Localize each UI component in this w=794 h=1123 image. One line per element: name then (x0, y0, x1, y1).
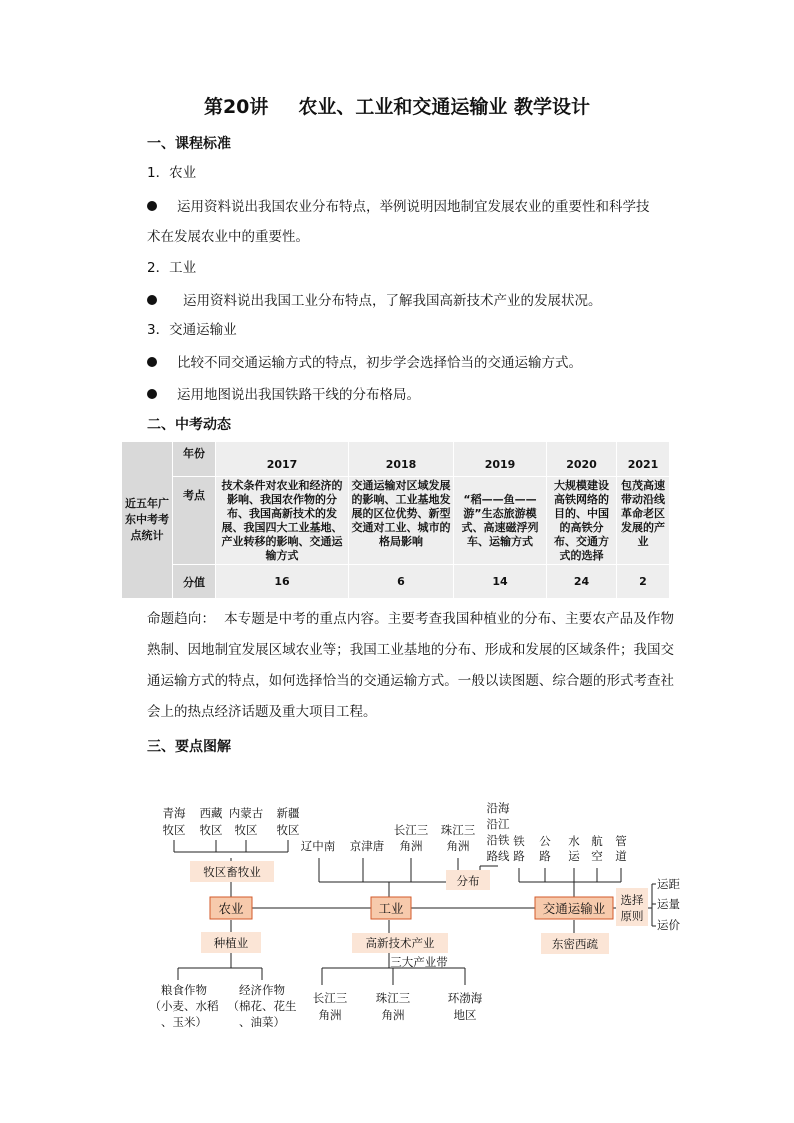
industry-belt-label: 珠江三角洲 (375, 991, 411, 1022)
table-year-cell: 2021 (617, 442, 670, 477)
table-year-cell: 2019 (454, 442, 547, 477)
agriculture-node: 农业 (218, 901, 244, 916)
item-agriculture-label: 1．农业 (147, 165, 197, 181)
principle-label: 运价 (657, 918, 680, 932)
table-row-score-label: 分值 (173, 565, 216, 599)
item-industry-label: 2．工业 (147, 260, 197, 276)
table-side-label: 近五年广东中考考点统计 (122, 442, 173, 599)
transport-mode-label: 铁路 (513, 834, 525, 863)
industry-base-label: 沿海沿江沿铁路线 (486, 801, 510, 863)
industry-node: 工业 (378, 901, 404, 916)
crop-grain-label: 粮食作物（小麦、水稻、玉米） (149, 983, 219, 1029)
principle-label: 运距 (657, 877, 680, 891)
bullet-industry: 运用资料说出我国工业分布特点，了解我国高新技术产业的发展状况。 (147, 289, 602, 309)
crop-cash-label: 经济作物（棉花、花生、油菜） (227, 983, 297, 1029)
east-west-label: 东密西疏 (552, 937, 598, 951)
transport-mode-label: 水运 (568, 834, 580, 863)
bullet-transport-2: 运用地图说出我国铁路干线的分布格局。 (147, 383, 420, 403)
pastoral-region-label: 西藏牧区 (199, 806, 223, 837)
table-point-cell: 大规模建设高铁网络的目的、中国的高铁分布、交通方式的选择 (547, 477, 617, 565)
table-year-cell: 2020 (547, 442, 617, 477)
transport-mode-label: 航空 (591, 834, 603, 863)
trend-text: 本专题是中考的重点内容。主要考查我国种植业的分布、主要农产品及作物熟制、因地制宜发展区域农业等；我国工业基地的分布、形成和发展的区域条件；我国交通运输方式的特点，如何选择恰当的交通运输方式。一般以读图题、综合题的形式考查社会上的热点经济话题及重大项目工程。 (147, 611, 675, 720)
distribution-label: 分布 (456, 874, 480, 888)
industry-belt-label: 长江三角洲 (312, 991, 348, 1022)
principle-label: 运量 (657, 897, 680, 911)
trend-label: 命题趋向： (147, 611, 216, 627)
industry-base-label: 珠江三角洲 (440, 823, 476, 853)
table-row-points-label: 考点 (173, 477, 216, 565)
section3-heading: 三、要点图解 (147, 739, 231, 755)
industry-base-label: 辽中南 (300, 839, 336, 853)
section2-heading: 二、中考动态 (147, 417, 231, 433)
table-year-cell: 2017 (216, 442, 349, 477)
table-point-cell: 包茂高速带动沿线革命老区发展的产业 (617, 477, 670, 565)
table-point-cell: “稻——鱼——游”生态旅游模式、高速磁浮列车、运输方式 (454, 477, 547, 565)
pastoral-label: 牧区畜牧业 (203, 865, 261, 879)
lecture-number: 第20讲 (203, 96, 269, 118)
table-score-cell: 6 (349, 565, 454, 599)
three-belts-label: 三大产业带 (390, 955, 448, 969)
choice-label: 选择原则 (620, 893, 644, 923)
lecture-topic: 农业、工业和交通运输业 教学设计 (298, 96, 591, 118)
industry-belt-label: 环渤海地区 (447, 991, 483, 1022)
table-year-cell: 2018 (349, 442, 454, 477)
pastoral-region-label: 内蒙古牧区 (228, 806, 264, 837)
pastoral-region-label: 新疆牧区 (276, 806, 300, 837)
transport-mode-label: 管道 (615, 834, 627, 863)
bullet-agriculture-cont: 术在发展农业中的重要性。 (147, 229, 309, 245)
table-score-cell: 16 (216, 565, 349, 599)
item-transport-label: 3．交通运输业 (147, 322, 237, 338)
industry-base-label: 京津唐 (349, 839, 385, 853)
planting-label: 种植业 (213, 936, 249, 950)
table-row-year-label: 年份 (173, 442, 216, 477)
table-score-cell: 2 (617, 565, 670, 599)
industry-base-label: 长江三角洲 (393, 823, 429, 853)
table-score-cell: 14 (454, 565, 547, 599)
table-point-cell: 交通运输对区域发展的影响、工业基地发展的区位优势、新型交通对工业、城市的格局影响 (349, 477, 454, 565)
bullet-transport-1: 比较不同交通运输方式的特点，初步学会选择恰当的交通运输方式。 (147, 351, 582, 371)
bullet-agriculture: 运用资料说出我国农业分布特点，举例说明因地制宜发展农业的重要性和科学技 (147, 195, 650, 215)
table-score-cell: 24 (547, 565, 617, 599)
pastoral-region-label: 青海牧区 (162, 806, 186, 837)
section1-heading: 一、课程标准 (147, 136, 231, 152)
table-point-cell: 技术条件对农业和经济的影响、我国农作物的分布、我国高新技术的发展、我国四大工业基地、产业转移的影响、交通运输方式 (216, 477, 349, 565)
transport-mode-label: 公路 (539, 834, 551, 863)
transport-node: 交通运输业 (542, 901, 606, 916)
hightech-label: 高新技术产业 (365, 936, 435, 950)
